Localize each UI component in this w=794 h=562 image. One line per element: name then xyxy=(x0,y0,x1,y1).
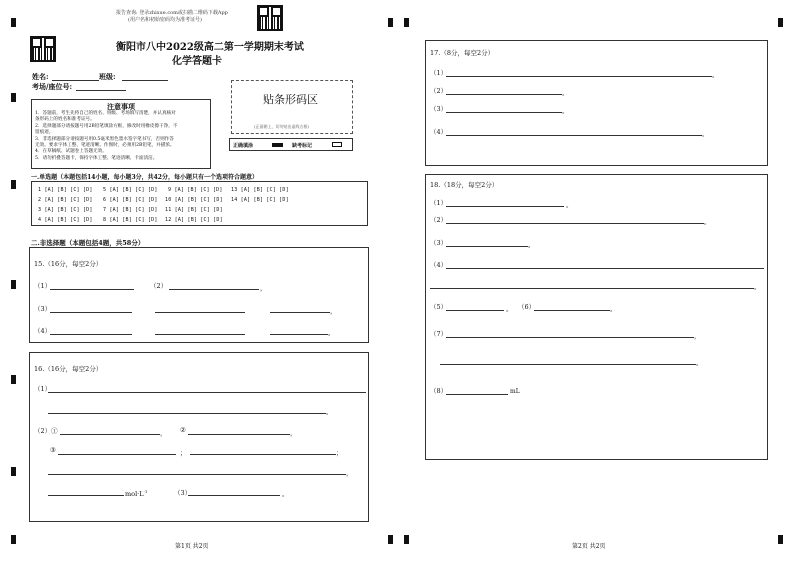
filled-box-icon xyxy=(272,143,283,147)
section1-title: 一.单选题（本题包括14小题，每小题3分，共42分，每小题只有一个选项符合题意） xyxy=(31,174,258,181)
q15-answer-1[interactable] xyxy=(50,289,134,290)
q17-header: 17.（8分，每空2分） xyxy=(430,49,495,57)
q15-label-4: （4） xyxy=(34,327,52,335)
registration-mark xyxy=(11,467,16,476)
notes-heading: 注意事项 xyxy=(107,102,135,111)
q18-label-4: （4） xyxy=(430,261,448,269)
period: 。 xyxy=(712,71,719,79)
barcode-area xyxy=(231,80,353,134)
choice-row[interactable]: 9 [A] [B] [C] [D] xyxy=(168,187,223,193)
comma: ， xyxy=(290,429,297,437)
q17-label-4: （4） xyxy=(430,128,448,136)
exam-title: 衡阳市八中2022级高二第一学期期末考试 xyxy=(116,42,304,53)
q18-box xyxy=(425,174,768,460)
exam-room-field[interactable] xyxy=(76,90,126,91)
q17-label-2: （2） xyxy=(430,87,448,95)
comma: ， xyxy=(260,284,267,292)
q17-answer-3[interactable] xyxy=(446,112,562,113)
period: 。 xyxy=(566,201,573,209)
q18-label-6: （6） xyxy=(518,303,536,311)
q18-answer-7b[interactable] xyxy=(440,364,696,365)
choice-row[interactable]: 5 [A] [B] [C] [D] xyxy=(103,187,158,193)
notes-item: 4．在草稿纸、试题卷上答题无效。 xyxy=(35,149,107,155)
missing-mark-label: 缺考标记 xyxy=(292,143,313,149)
q18-header: 18.（18分，每空2分） xyxy=(430,181,499,189)
choice-row[interactable]: 14 [A] [B] [C] [D] xyxy=(231,197,289,203)
period: 。 xyxy=(528,241,535,249)
q16-answer-2b[interactable] xyxy=(188,434,290,435)
q16-answer-1b[interactable] xyxy=(48,413,326,414)
footer-page-1: 第1页 共2页 xyxy=(175,543,209,550)
app-qr-code-icon xyxy=(257,5,283,31)
q15-answer-2[interactable] xyxy=(169,289,259,290)
q18-answer-5[interactable] xyxy=(446,310,504,311)
q15-answer-4b[interactable] xyxy=(155,334,245,335)
registration-mark xyxy=(404,18,409,27)
q15-label-3: （3） xyxy=(34,305,52,313)
period: 。 xyxy=(562,89,569,97)
choice-row[interactable]: 2 [A] [B] [C] [D] xyxy=(38,197,93,203)
choice-row[interactable]: 7 [A] [B] [C] [D] xyxy=(103,207,158,213)
missing-mark-checkbox[interactable] xyxy=(332,142,342,147)
q16-answer-2e[interactable] xyxy=(48,495,124,496)
notes-box xyxy=(31,99,211,169)
name-field[interactable] xyxy=(52,80,99,81)
q17-answer-1[interactable] xyxy=(446,76,712,77)
registration-mark xyxy=(11,280,16,289)
notes-item: 1．答题前，考生先将自己的姓名、班级、考场填写清楚，并认真核对 xyxy=(35,111,176,116)
q16-unit: $mol\cdot L^{-1}$ xyxy=(125,489,148,499)
q16-box xyxy=(29,352,369,522)
q16-label-2c: ③ xyxy=(50,446,56,454)
q17-box xyxy=(425,40,768,166)
notes-item: 5．请勿折叠答题卡，保持字体工整、笔迹清晰、卡面清洁。 xyxy=(35,155,158,161)
period: 。 xyxy=(610,305,617,313)
exam-room-label: 考场/座位号: xyxy=(32,82,73,91)
q15-label-2: （2） xyxy=(150,282,168,290)
registration-mark xyxy=(778,18,783,27)
semicolon: ； xyxy=(336,449,343,457)
registration-mark xyxy=(388,535,393,544)
q17-answer-4[interactable] xyxy=(446,135,702,136)
registration-mark xyxy=(11,375,16,384)
q15-answer-3a[interactable] xyxy=(50,312,132,313)
q18-answer-6[interactable] xyxy=(534,310,610,311)
q15-answer-4c[interactable] xyxy=(270,334,328,335)
comma: ， xyxy=(160,429,167,437)
period: 。 xyxy=(506,305,513,313)
period: 。 xyxy=(702,130,709,138)
notice-line-1: 报告查询: 登录zhixue.com或扫描二维码下载App xyxy=(116,10,228,16)
q18-label-1: （1） xyxy=(430,199,448,207)
q18-answer-1[interactable] xyxy=(446,206,564,207)
period: 。 xyxy=(704,218,711,226)
registration-mark xyxy=(388,18,393,27)
q16-label-3: （3） xyxy=(174,489,192,497)
q16-answer-1a[interactable] xyxy=(48,392,366,393)
q18-label-7: （7） xyxy=(430,330,448,338)
q17-label-3: （3） xyxy=(430,105,448,113)
choice-row[interactable]: 8 [A] [B] [C] [D] xyxy=(103,217,158,223)
choice-row[interactable]: 11 [A] [B] [C] [D] xyxy=(165,207,223,213)
q16-answer-2a[interactable] xyxy=(60,434,160,435)
name-label: 姓名: xyxy=(32,72,49,81)
barcode-label: 贴条形码区 xyxy=(263,93,318,106)
choice-row[interactable]: 1 [A] [B] [C] [D] xyxy=(38,187,93,193)
q18-answer-2[interactable] xyxy=(446,223,704,224)
q18-answer-4b[interactable] xyxy=(430,288,754,289)
correct-fill-label: 正确填涂 xyxy=(233,143,254,149)
q15-answer-3c[interactable] xyxy=(270,312,330,313)
choice-row[interactable]: 12 [A] [B] [C] [D] xyxy=(165,217,223,223)
q18-label-8: （8） xyxy=(430,387,448,395)
choice-row[interactable]: 13 [A] [B] [C] [D] xyxy=(231,187,289,193)
fill-example-box xyxy=(229,138,353,151)
q16-label-2b: ② xyxy=(180,426,186,434)
notes-list xyxy=(35,111,177,162)
q17-answer-2[interactable] xyxy=(446,94,562,95)
q15-answer-4a[interactable] xyxy=(50,334,132,335)
exam-subtitle: 化学答题卡 xyxy=(172,56,222,67)
q18-label-3: （3） xyxy=(430,239,448,247)
q18-unit: mL xyxy=(510,388,520,395)
notes-item: 留痕迹。 xyxy=(35,130,54,136)
barcode-hint: (正面朝上，切勿贴出虚线方框) xyxy=(254,124,310,129)
q17-label-1: （1） xyxy=(430,69,448,77)
comma: ， xyxy=(694,332,701,340)
q18-answer-7a[interactable] xyxy=(446,337,694,338)
notes-item: 2．选择题部分请按题号用2B铅笔填涂方框，修改时用橡皮擦干净，不 xyxy=(35,123,178,129)
q15-header: 15.（16分，每空2分） xyxy=(34,260,103,268)
period: 。 xyxy=(328,329,335,337)
q18-label-5: （5） xyxy=(430,303,448,311)
choice-row[interactable]: 10 [A] [B] [C] [D] xyxy=(165,197,223,203)
choice-row[interactable]: 4 [A] [B] [C] [D] xyxy=(38,217,93,223)
period: 。 xyxy=(754,283,761,291)
q16-header: 16.（16分，每空2分） xyxy=(34,365,103,373)
period: 。 xyxy=(696,359,703,367)
notes-item: 条形码上的姓名和准考证号。 xyxy=(35,117,95,123)
footer-page-2: 第2页 共2页 xyxy=(572,543,606,550)
section2-title: 二.非选择题（本题包括4题，共58分） xyxy=(31,239,145,247)
period: 。 xyxy=(282,490,289,498)
student-qr-code-icon xyxy=(30,36,56,62)
semicolon: ； xyxy=(180,449,187,457)
q16-label-1: （1） xyxy=(34,385,52,393)
q16-answer-2c-a[interactable] xyxy=(58,454,176,455)
q18-answer-4a[interactable] xyxy=(446,268,764,269)
q18-answer-3[interactable] xyxy=(446,246,528,247)
period: 。 xyxy=(326,408,333,416)
comma: ， xyxy=(330,307,337,315)
registration-mark xyxy=(11,18,16,27)
registration-mark xyxy=(404,535,409,544)
choice-row[interactable]: 3 [A] [B] [C] [D] xyxy=(38,207,93,213)
q18-answer-8[interactable] xyxy=(446,394,508,395)
q15-label-1: （1） xyxy=(34,282,52,290)
comma: ， xyxy=(346,469,353,477)
notice-line-2: (用户名和初始密码均为准考证号) xyxy=(128,17,202,23)
choice-row[interactable]: 6 [A] [B] [C] [D] xyxy=(103,197,158,203)
registration-mark xyxy=(11,93,16,102)
q18-label-2: （2） xyxy=(430,216,448,224)
class-label: 班级: xyxy=(99,72,116,81)
class-field[interactable] xyxy=(122,80,168,81)
q16-answer-2d[interactable] xyxy=(48,474,346,475)
notes-item: 无效。要求字体工整、笔迹清晰。作图时，必须用2B铅笔，并描浓。 xyxy=(35,143,175,149)
q15-box xyxy=(29,247,369,343)
registration-mark xyxy=(778,535,783,544)
q16-label-2a: （2）① xyxy=(34,427,58,435)
q16-answer-2c-b[interactable] xyxy=(190,454,336,455)
registration-mark xyxy=(11,535,16,544)
period: 。 xyxy=(562,107,569,115)
q15-answer-3b[interactable] xyxy=(155,312,245,313)
q16-answer-3[interactable] xyxy=(188,495,280,496)
registration-mark xyxy=(11,180,16,189)
notes-item: 3．非选择题部分请按题号用0.5毫米黑色墨水签字笔书写，否则作答 xyxy=(35,136,174,142)
